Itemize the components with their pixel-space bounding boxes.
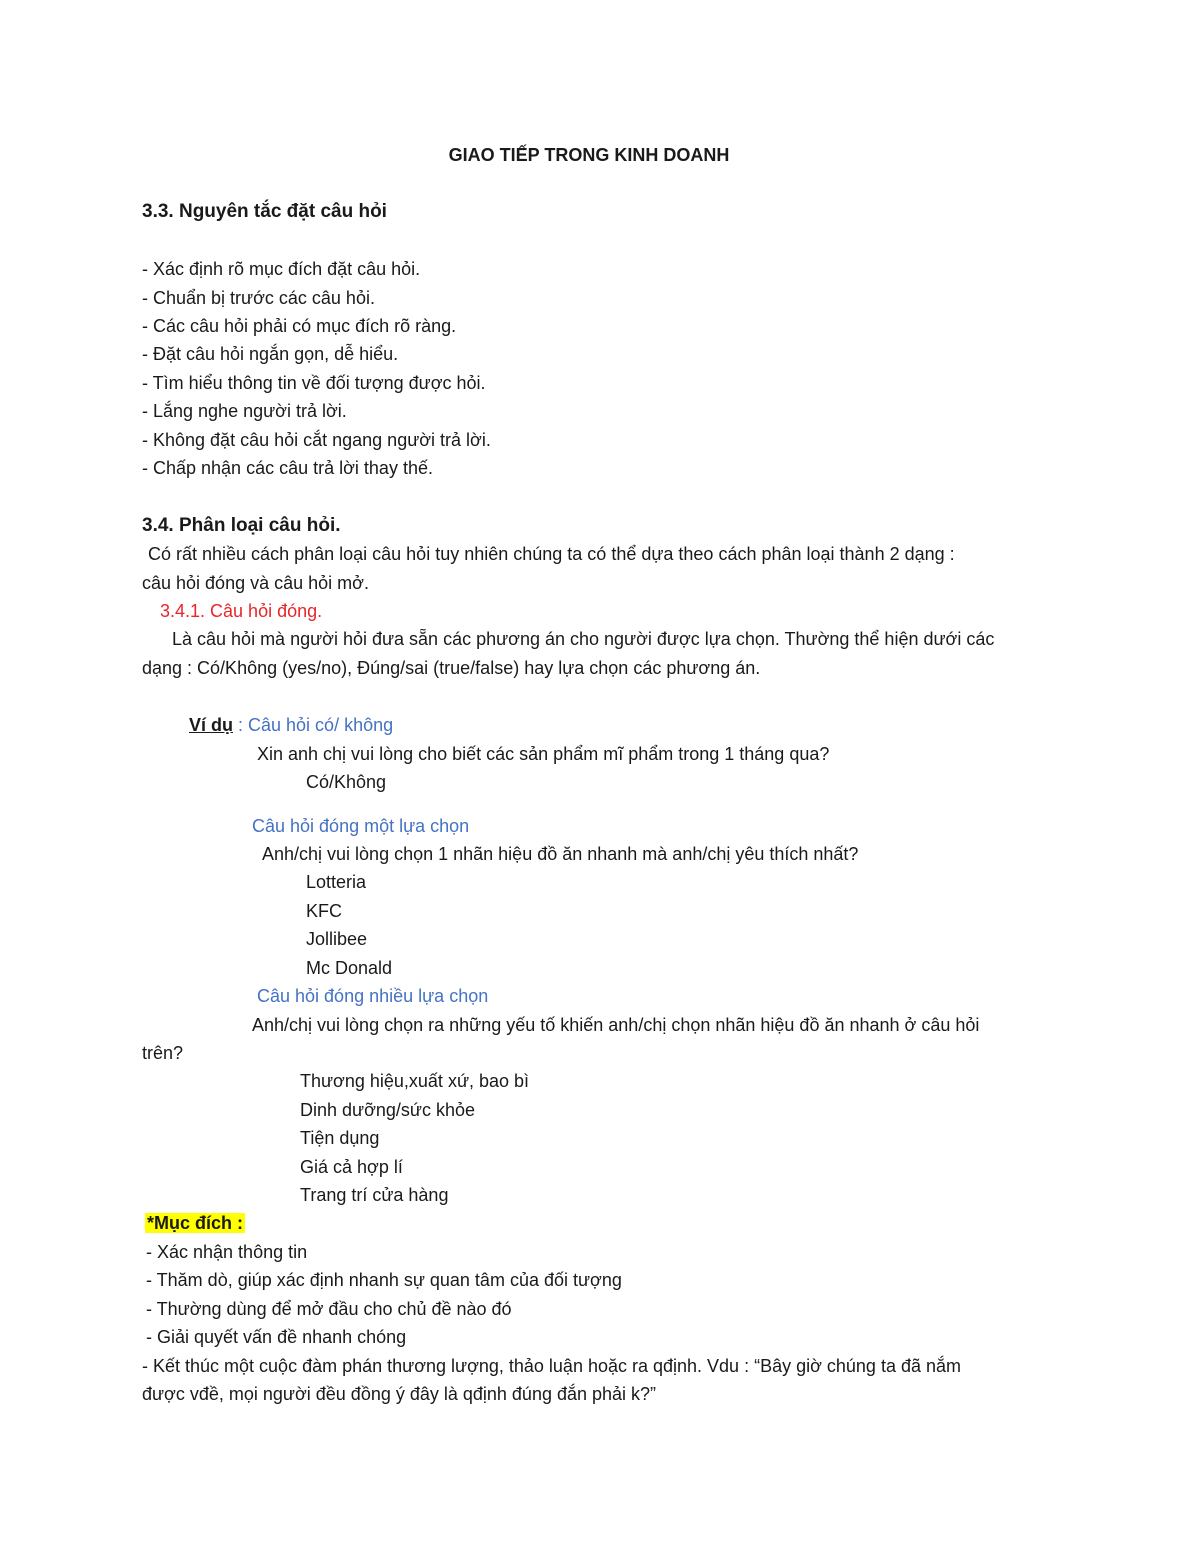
multi-choice-label: Câu hỏi đóng nhiều lựa chọn [257,986,489,1006]
purpose-line [145,1211,245,1235]
single-choice-option: Jollibee [306,929,368,949]
section-3-4-intro-cont: câu hỏi đóng và câu hỏi mở. [142,573,369,593]
yes-no-question-label: Câu hỏi có/ không [248,715,394,735]
section-3-4-intro: Có rất nhiều cách phân loại câu hỏi tuy nhiên chúng ta có thể dựa theo cách phân loại thành 2 dạng : [148,544,955,564]
purpose-item-last-cont: được vđề, mọi người đều đồng ý đây là qđịnh đúng đắn phải k?” [142,1384,657,1404]
multi-choice-question: Anh/chị vui lòng chọn ra những yếu tố khiến anh/chị chọn nhãn hiệu đồ ăn nhanh ở câu hỏi [252,1015,980,1035]
example-line [189,713,393,737]
yes-no-answer: Có/Không [306,772,387,792]
multi-choice-option: Dinh dưỡng/sức khỏe [300,1100,475,1120]
example-label: Ví dụ [189,715,233,735]
rule-item: - Không đặt câu hỏi cắt ngang người trả lời. [142,430,491,450]
multi-choice-question-cont: trên? [142,1043,184,1063]
rule-item: - Xác định rõ mục đích đặt câu hỏi. [142,259,421,279]
single-choice-option: Lotteria [306,872,367,892]
section-3-4-heading: 3.4. Phân loại câu hỏi. [142,515,341,536]
single-choice-label: Câu hỏi đóng một lựa chọn [252,816,470,836]
rule-item: - Đặt câu hỏi ngắn gọn, dễ hiểu. [142,344,399,364]
multi-choice-option: Giá cả hợp lí [300,1157,403,1177]
single-choice-question: Anh/chị vui lòng chọn 1 nhãn hiệu đồ ăn nhanh mà anh/chị yêu thích nhất? [262,844,859,864]
multi-choice-option: Thương hiệu,xuất xứ, bao bì [300,1071,530,1091]
purpose-item: - Xác nhận thông tin [146,1242,308,1262]
multi-choice-option: Tiện dụng [300,1128,380,1148]
document-title: GIAO TIẾP TRONG KINH DOANH [448,145,730,165]
yes-no-question: Xin anh chị vui lòng cho biết các sản phẩm mĩ phẩm trong 1 tháng qua? [257,744,830,764]
rule-item: - Chuẩn bị trước các câu hỏi. [142,288,375,308]
closed-question-description-cont: dạng : Có/Không (yes/no), Đúng/sai (true/false) hay lựa chọn các phương án. [142,658,761,678]
purpose-item: - Thăm dò, giúp xác định nhanh sự quan tâm của đối tượng [146,1270,622,1290]
rule-item: - Chấp nhận các câu trả lời thay thế. [142,458,433,478]
rule-item: - Tìm hiểu thông tin về đối tượng được hỏi. [142,373,486,393]
rule-item: - Các câu hỏi phải có mục đích rõ ràng. [142,316,457,336]
section-3-3-heading: 3.3. Nguyên tắc đặt câu hỏi [142,201,387,222]
rule-item: - Lắng nghe người trả lời. [142,401,347,421]
multi-choice-option: Trang trí cửa hàng [300,1185,449,1205]
purpose-item: - Giải quyết vấn đề nhanh chóng [146,1327,407,1347]
subsection-3-4-1-heading: 3.4.1. Câu hỏi đóng. [160,601,323,621]
purpose-label: *Mục đích : [147,1213,244,1233]
closed-question-description: Là câu hỏi mà người hỏi đưa sẵn các phương án cho người được lựa chọn. Thường thể hiện dưới các [172,629,995,649]
single-choice-option: Mc Donald [306,958,393,978]
purpose-item-last: - Kết thúc một cuộc đàm phán thương lượng, thảo luận hoặc ra qđịnh. Vdu : “Bây giờ chúng ta đã nắm [142,1356,961,1376]
single-choice-option: KFC [306,901,342,921]
purpose-item: - Thường dùng để mở đầu cho chủ đề nào đó [146,1299,512,1319]
example-separator: : [233,715,249,735]
